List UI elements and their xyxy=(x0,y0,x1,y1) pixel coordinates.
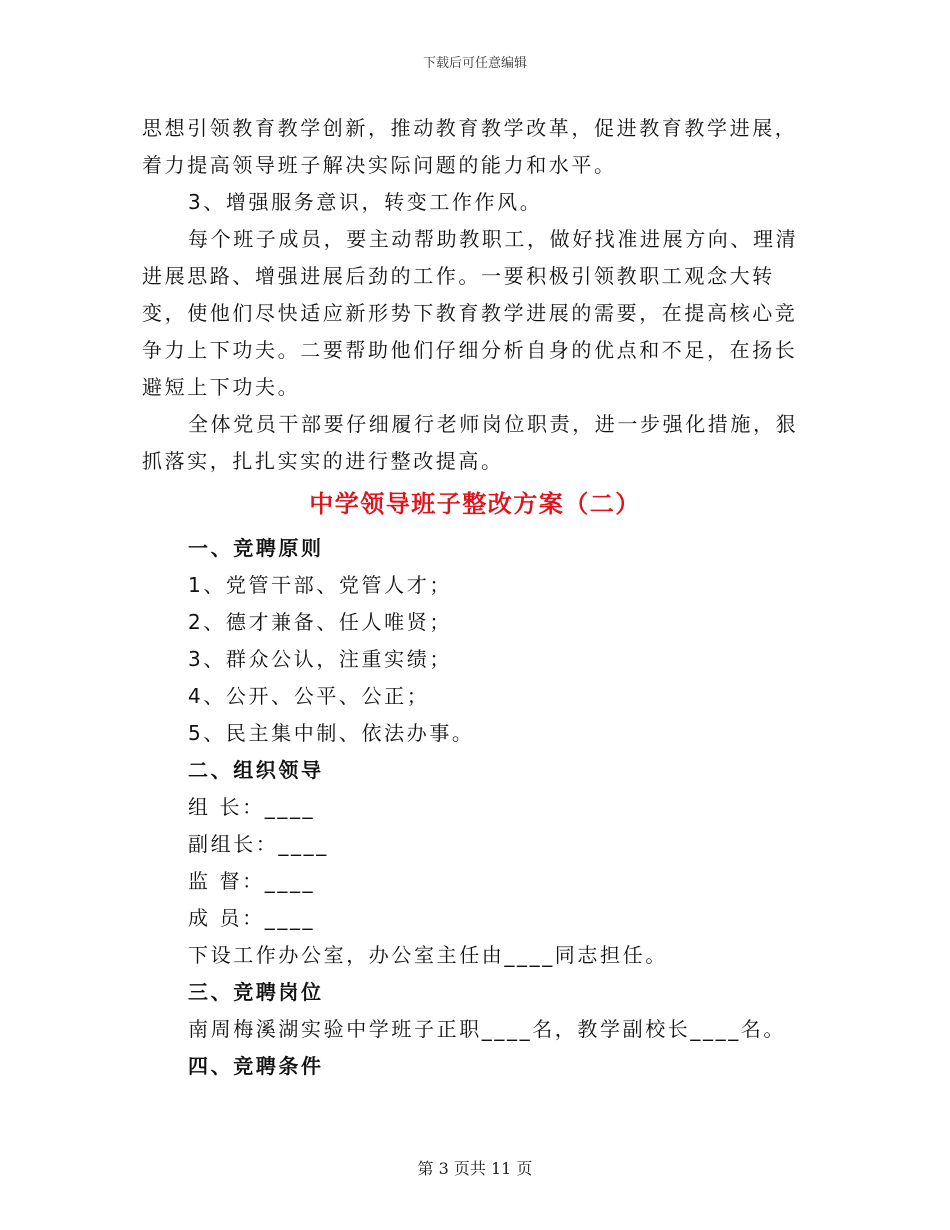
document-title: 中学领导班子整改方案（二） xyxy=(309,490,641,518)
section-heading-organization: 二、组织领导 xyxy=(188,758,324,782)
supervisor-line: 监 督：____ xyxy=(188,869,316,893)
section-heading-conditions: 四、竞聘条件 xyxy=(188,1054,324,1078)
office-line: 下设工作办公室，办公室主任由____同志担任。 xyxy=(188,943,668,967)
principle-item-1: 1、党管干部、党管人才； xyxy=(188,573,452,597)
paragraph-continued: 思想引领教育教学创新，推动教育教学改革，促进教育教学进展，着力提高领导班子解决实际问题的能力和水平。 xyxy=(142,116,798,177)
positions-line: 南周梅溪湖实验中学班子正职____名，教学副校长____名。 xyxy=(188,1017,786,1041)
section-heading-positions: 三、竞聘岗位 xyxy=(188,980,324,1004)
principle-item-2: 2、德才兼备、任人唯贤； xyxy=(188,610,452,634)
deputy-leader-line: 副组长：____ xyxy=(188,832,329,856)
paragraph-team-members: 每个班子成员，要主动帮助教职工，做好找准进展方向、理清进展思路、增强进展后劲的工作。一要积极引领教职工观念大转变，使他们尽快适应新形势下教育教学进展的需要，在提高核心竞争力上下功夫。二要帮助他们仔细分析自身的优点和不足，在扬长避短上下功夫。 xyxy=(142,227,799,399)
section-heading-principles: 一、竞聘原则 xyxy=(188,536,324,560)
principle-item-3: 3、群众公认，注重实绩； xyxy=(188,647,452,671)
principle-item-4: 4、公开、公平、公正； xyxy=(188,684,430,708)
member-line: 成 员：____ xyxy=(188,906,316,930)
document-body xyxy=(142,110,808,1085)
page-footer: 第 3 页共 11 页 xyxy=(417,1159,533,1178)
leader-line: 组 长：____ xyxy=(188,795,316,819)
page-header: 下载后可任意编辑 xyxy=(422,56,527,71)
principle-item-5: 5、民主集中制、依法办事。 xyxy=(188,721,475,745)
paragraph-all-members: 全体党员干部要仔细履行老师岗位职责，进一步强化措施，狠抓落实，扎扎实实的进行整改提高。 xyxy=(142,412,799,473)
item-3-service-awareness: 3、增强服务意识，转变工作作风。 xyxy=(188,190,543,214)
